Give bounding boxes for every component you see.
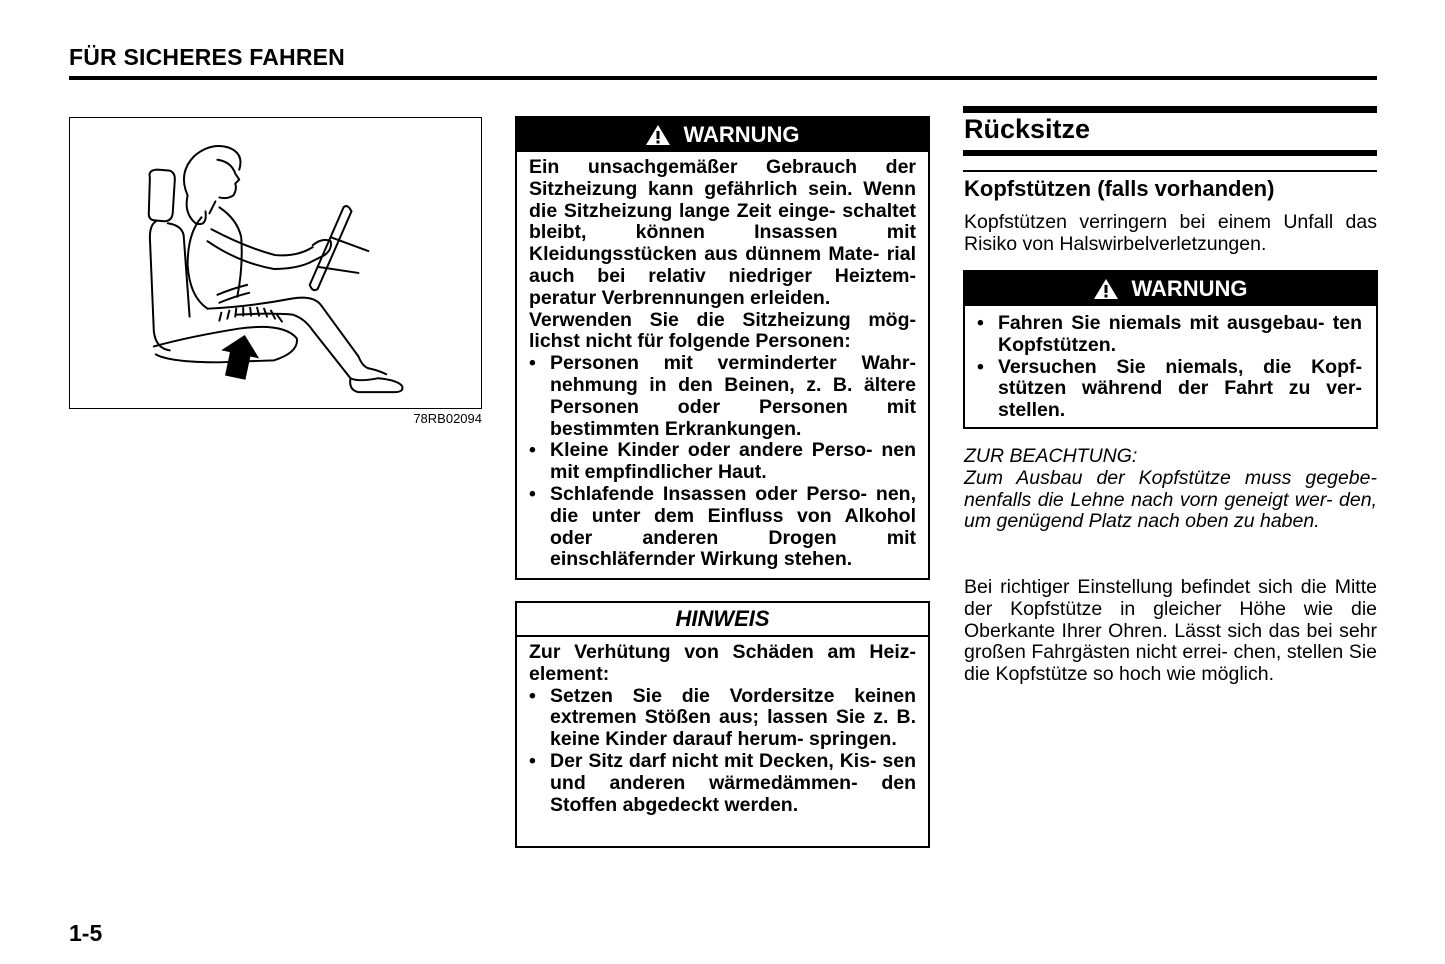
paragraph-adjustment: Bei richtiger Einstellung befindet sich die Mitte der Kopfstütze in gleicher Höhe wie die Oberkante Ihrer Ohren. Lässt sich das bei sehr großen Fahrgästen nicht errei- chen, stellen Sie die Kopfstütze so hoch wie möglich.: [964, 576, 1378, 686]
list-item: • Setzen Sie die Vordersitze keinen extremen Stößen aus; lassen Sie z. B. keine Kinder darauf herum- springen.: [529, 686, 916, 751]
warning-header: [965, 272, 1376, 306]
figure-code: 78RB02094: [413, 411, 482, 426]
warning-box-head-restraints: [963, 270, 1378, 429]
warning-body: [517, 152, 928, 577]
notice-body: [517, 637, 928, 822]
list-item: • Versuchen Sie niemals, die Kopf- stützen während der Fahrt zu ver- stellen.: [977, 357, 1362, 422]
warning-list: [529, 353, 916, 571]
list-item: • Personen mit verminderter Wahr- nehmung in den Beinen, z. B. ältere Personen oder Personen mit bestimmten Erkrankungen.: [529, 353, 916, 440]
warning-triangle-icon: [1093, 278, 1119, 300]
page-number: 1-5: [69, 920, 103, 946]
warning-list: [977, 313, 1362, 422]
subsection-title: Kopfstützen (falls vorhanden): [964, 176, 1275, 201]
list-item: • Kleine Kinder oder andere Perso- nen mit empfindlicher Haut.: [529, 440, 916, 484]
figure-illustration: [69, 117, 482, 409]
warning-title: WARNUNG: [683, 122, 800, 147]
notice-box: [515, 601, 930, 848]
header-title: FÜR SICHERES FAHREN: [69, 44, 345, 70]
warning-title: WARNUNG: [1131, 276, 1248, 301]
warning-box-seat-heating: [515, 116, 930, 580]
notice-title: HINWEIS: [675, 606, 770, 631]
list-item: • Schlafende Insassen oder Perso- nen, die unter dem Einfluss von Alkohol oder anderen Drogen mit einschläfernder Wirkung stehen.: [529, 484, 916, 571]
warning-text: Ein unsachgemäßer Gebrauch der Sitzheizung kann gefährlich sein. Wenn die Sitzheizung lange Zeit einge- schaltet bleibt, können Insassen mit Kleidungsstücken aus dünnem Mate- rial auch bei relativ niedriger Heiztem- peratur Verbrennungen erleiden. Verwenden Sie die Sitzheizung mög- lichst nicht für folgende Personen:: [529, 156, 916, 353]
note-label: ZUR BEACHTUNG:: [964, 445, 1138, 467]
notice-header: [517, 603, 928, 637]
header-rule: [69, 76, 1377, 80]
notice-list: [529, 686, 916, 817]
section-rule-bottom: [963, 150, 1377, 156]
paragraph-head-restraints: Kopfstützen verringern bei einem Unfall das Risiko von Halswirbelverletzungen.: [964, 211, 1377, 255]
subsection-rule: [963, 170, 1377, 172]
notice-text: Zur Verhütung von Schäden am Heiz- element:: [529, 641, 916, 685]
list-item: • Fahren Sie niemals mit ausgebau- ten Kopfstützen.: [977, 313, 1362, 357]
warning-header: [517, 118, 928, 152]
section-title: Rücksitze: [964, 114, 1091, 144]
list-item: • Der Sitz darf nicht mit Decken, Kis- sen und anderen wärmedämmen- den Stoffen abgedeckt werden.: [529, 751, 916, 816]
note-paragraph: ZUR BEACHTUNG: Zum Ausbau der Kopfstütze muss gegebe- nenfalls die Lehne nach vorn geneigt wer- den, um genügend Platz nach oben zu haben.: [964, 445, 1377, 533]
section-rule-top: [963, 106, 1377, 113]
seated-person-illustration: [70, 118, 481, 408]
warning-triangle-icon: [645, 124, 671, 146]
warning-body: [965, 306, 1376, 428]
